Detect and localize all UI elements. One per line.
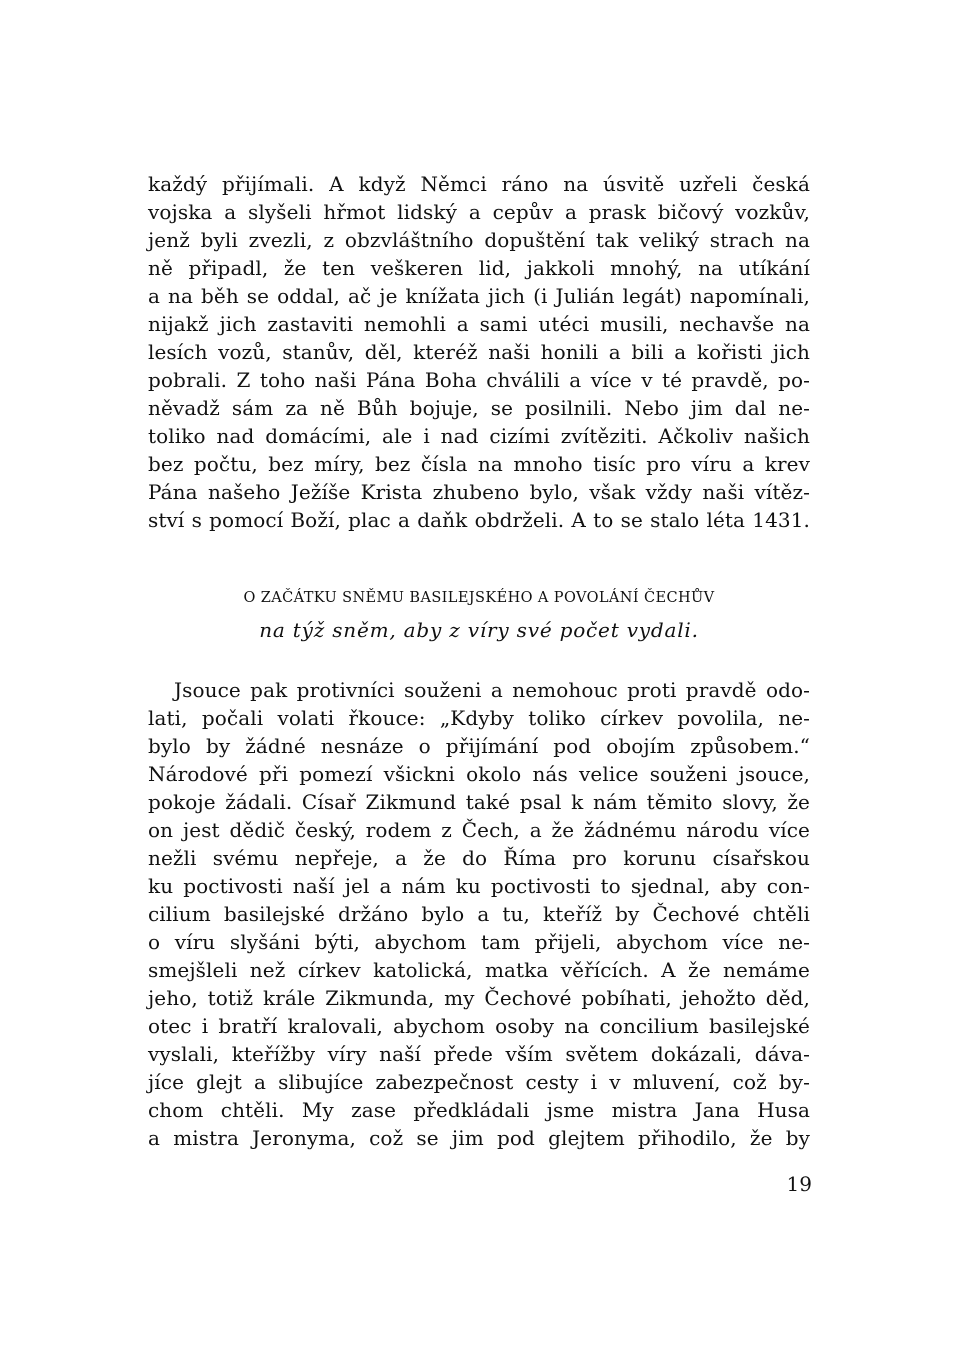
text-line: ně připadl, že ten veškeren lid, jakkoli mnohý, na utíkání bbox=[148, 256, 810, 280]
text-line: cilium basilejské držáno bylo a tu, kteříž by Čechové chtěli bbox=[148, 902, 810, 926]
text-line: ství s pomocí Boží, plac a daňk obdrželi. A to se stalo léta 1431. bbox=[148, 508, 810, 532]
text-line: a na běh se oddal, ač je knížata jich (i Julián legát) napomínali, bbox=[148, 284, 810, 308]
text-line: každý přijímali. A když Němci ráno na úsvitě uzřeli česká bbox=[148, 172, 810, 196]
text-line: vyslali, kteřížby víry naší přede vším světem dokázali, dáva- bbox=[148, 1042, 810, 1066]
text-line: on jest dědič český, rodem z Čech, a že žádnému národu více bbox=[148, 818, 810, 842]
text-line: a mistra Jeronyma, což se jim pod glejtem přihodilo, že by bbox=[148, 1126, 810, 1150]
text-line: Národové při pomezí všickni okolo nás velice souženi jsouce, bbox=[148, 762, 810, 786]
text-line: Jsouce pak protivníci souženi a nemohouc proti pravdě odo- bbox=[174, 678, 810, 702]
section-heading: O ZAČÁTKU SNĚMU BASILEJSKÉHO A POVOLÁNÍ ČECHŮV bbox=[243, 590, 715, 606]
text-line: o víru slyšáni býti, abychom tam přijeli, abychom více ne- bbox=[148, 930, 810, 954]
paragraph-2 bbox=[148, 676, 810, 1152]
text-line: pobrali. Z toho naši Pána Boha chválili a více v té pravdě, po- bbox=[148, 368, 810, 392]
text-line: toliko nad domácími, ale i nad cizími zvítěziti. Ačkoliv našich bbox=[148, 424, 810, 448]
text-line: pokoje žádali. Císař Zikmund také psal k nám těmito slovy, že bbox=[148, 790, 810, 814]
paragraph-1 bbox=[148, 170, 810, 534]
text-line: vojska a slyšeli hřmot lidský a cepův a prask bičový vozkův, bbox=[148, 200, 810, 224]
text-line: ku poctivosti naší jel a nám ku poctivosti to sjednal, aby con- bbox=[148, 874, 810, 898]
page-number: 19 bbox=[786, 1172, 812, 1196]
text-line: jenž byli zvezli, z obzvláštního dopuštění tak veliký strach na bbox=[148, 228, 810, 252]
text-line: nežli svému nepřeje, a že do Říma pro korunu císařskou bbox=[148, 846, 810, 870]
text-line: lati, počali volati řkouce: „Kdyby toliko církev povolila, ne- bbox=[148, 706, 810, 730]
section-subheading: na týž sněm, aby z víry své počet vydali. bbox=[259, 618, 699, 642]
text-line: otec i bratří kralovali, abychom osoby na concilium basilejské bbox=[148, 1014, 810, 1038]
text-line: bez počtu, bez míry, bez čísla na mnoho tisíc pro víru a krev bbox=[148, 452, 810, 476]
text-line: jíce glejt a slibujíce zabezpečnost cesty i v mluvení, což by- bbox=[148, 1070, 810, 1094]
text-line: smejšleli než církev katolická, matka věřících. A že nemáme bbox=[148, 958, 810, 982]
text-line: nijakž jich zastaviti nemohli a sami utéci musili, nechavše na bbox=[148, 312, 810, 336]
text-line: Pána našeho Ježíše Krista zhubeno bylo, však vždy naši vítěz- bbox=[148, 480, 810, 504]
text-line: něvadž sám za ně Bůh bojuje, se posilnili. Nebo jim dal ne- bbox=[148, 396, 810, 420]
text-line: lesích vozů, stanův, děl, kteréž naši honili a bili a kořisti jich bbox=[148, 340, 810, 364]
text-line: jeho, totiž krále Zikmunda, my Čechové pobíhati, jehožto děd, bbox=[148, 986, 810, 1010]
text-line: chom chtěli. My zase předkládali jsme mistra Jana Husa bbox=[148, 1098, 810, 1122]
text-line: bylo by žádné nesnáze o přijímání pod obojím způsobem.“ bbox=[148, 734, 810, 758]
